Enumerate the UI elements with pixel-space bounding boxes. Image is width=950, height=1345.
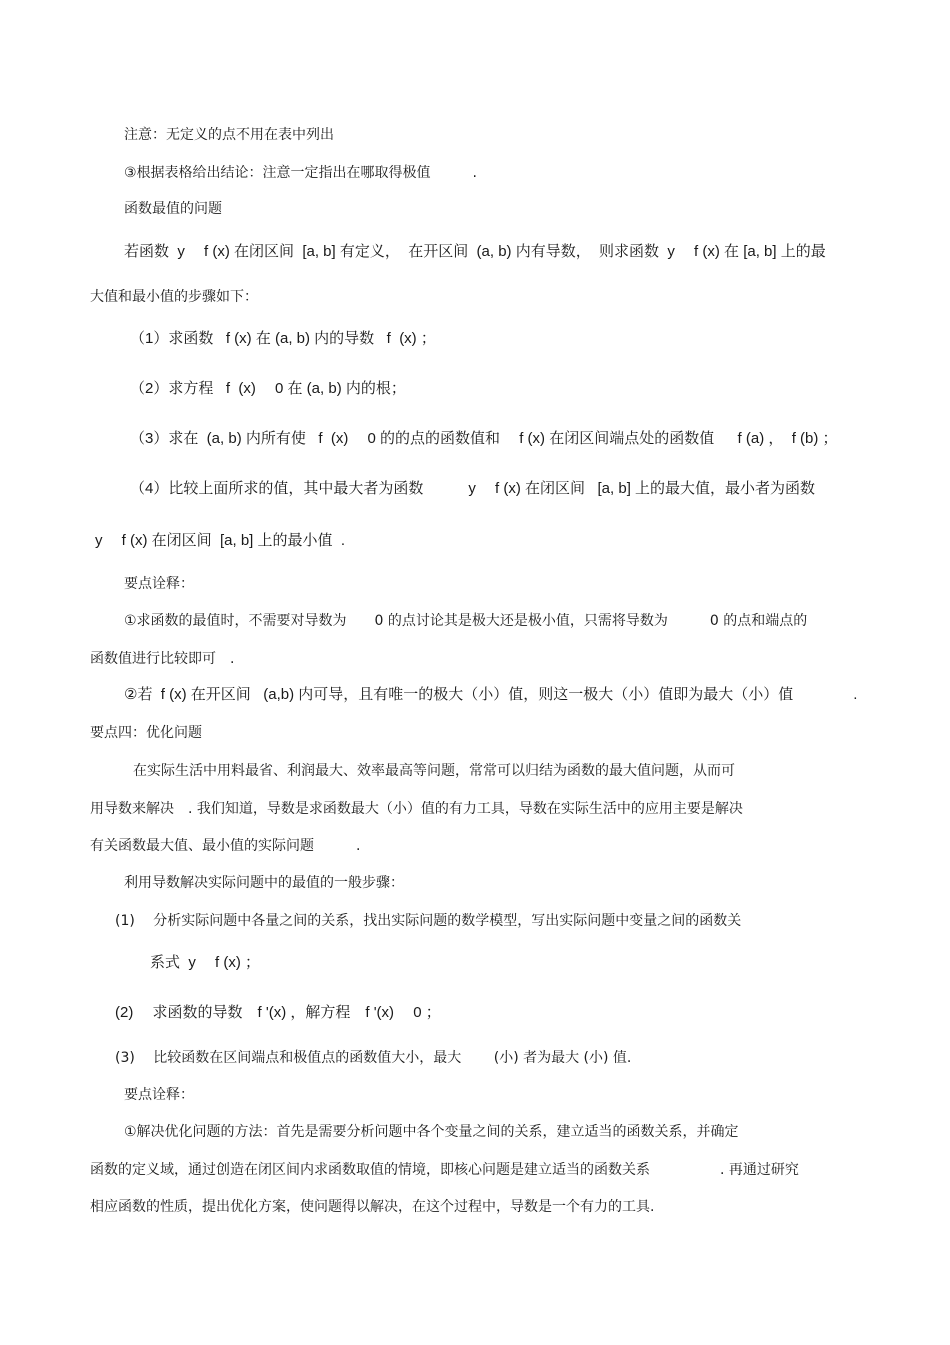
key-points-heading: 要点诠释： bbox=[124, 576, 194, 592]
optimization-method-line2: 函数的定义域，通过创造在闭区间内求函数取值的情境，即核心问题是建立适当的函数关系 . 再通过研究 bbox=[90, 1162, 799, 1178]
general-step-1-line1: (1) 分析实际问题中各量之间的关系，找出实际问题的数学模型，写出实际问题中变量之间的函数关 bbox=[115, 913, 742, 929]
key-point-2: ②若 f (x) 在开区间 (a,b) 内可导，且有唯一的极大（小）值，则这一极大（小）值即为最大（小）值 . bbox=[124, 686, 858, 703]
general-steps-heading: 利用导数解决实际问题中的最值的一般步骤： bbox=[124, 875, 404, 891]
optimization-para-line1: 在实际生活中用料最省、利润最大、效率最高等问题，常常可以归结为函数的最大值问题，从而可 bbox=[133, 763, 735, 779]
step-1: （1）求函数 f (x) 在 (a, b) 内的导数 f (x) ； bbox=[130, 330, 436, 347]
general-step-3: (3) 比较函数在区间端点和极值点的函数值大小，最大 (小) 者为最大 (小) 值. bbox=[115, 1050, 632, 1066]
optimization-method-line3: 相应函数的性质，提出优化方案，使问题得以解决，在这个过程中，导数是一个有力的工具. bbox=[90, 1199, 655, 1215]
max-min-intro-line2: 大值和最小值的步骤如下： bbox=[90, 289, 258, 305]
note-undefined-points: 注意：无定义的点不用在表中列出 bbox=[124, 127, 334, 143]
step-4-line2: y f (x) 在闭区间 [a, b] 上的最小值 . bbox=[95, 532, 346, 549]
note-conclusion: ③根据表格给出结论：注意一定指出在哪取得极值 . bbox=[124, 165, 477, 181]
heading-max-min: 函数最值的问题 bbox=[124, 201, 222, 217]
optimization-method-line1: ①解决优化问题的方法：首先是需要分析问题中各个变量之间的关系，建立适当的函数关系，并确定 bbox=[124, 1124, 739, 1140]
key-point-1-line2: 函数值进行比较即可 . bbox=[90, 651, 235, 667]
optimization-para-line3: 有关函数最大值、最小值的实际问题 . bbox=[90, 838, 361, 854]
key-point-1-line1: ①求函数的最值时，不需要对导数为 0 的点讨论其是极大还是极小值，只需将导数为 0 的点和端点的 bbox=[124, 613, 808, 629]
step-2: （2）求方程 f (x) 0 在 (a, b) 内的根； bbox=[130, 380, 406, 397]
general-step-1-line2: 系式 y f (x) ； bbox=[150, 954, 260, 971]
step-3: （3）求在 (a, b) 内所有使 f (x) 0 的的点的函数值和 f (x) 在闭区间端点处的函数值 f (a) ， f (b) ； bbox=[130, 430, 838, 447]
max-min-intro-line1: 若函数 y f (x) 在闭区间 [a, b] 有定义， 在开区间 (a, b) 内有导数， 则求函数 y f (x) 在 [a, b] 上的最 bbox=[124, 243, 826, 260]
step-4-line1: （4）比较上面所求的值，其中最大者为函数 y f (x) 在闭区间 [a, b] 上的最大值，最小者为函数 bbox=[130, 480, 816, 497]
general-step-2: (2) 求函数的导数 f '(x) ，解方程 f '(x) 0 ； bbox=[115, 1004, 441, 1021]
optimization-para-line2: 用导数来解决 . 我们知道，导数是求函数最大（小）值的有力工具，导数在实际生活中的应用主要是解决 bbox=[90, 801, 743, 817]
key-points-heading-2: 要点诠释： bbox=[124, 1087, 194, 1103]
heading-optimization: 要点四：优化问题 bbox=[90, 725, 202, 741]
